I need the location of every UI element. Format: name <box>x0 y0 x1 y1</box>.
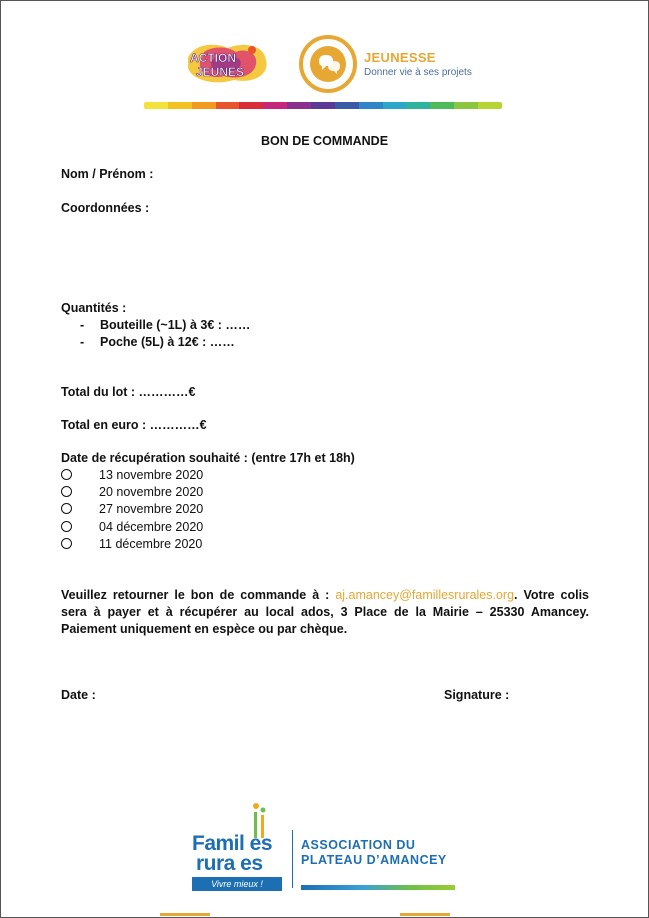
association-color-bar <box>301 885 455 890</box>
jeunesse-subtitle: Donner vie à ses projets <box>364 67 472 78</box>
pickup-date-label: Date de récupération souhaité : (entre 17h et 18h) <box>61 451 355 465</box>
coordinates-field-label: Coordonnées : <box>61 201 150 215</box>
radio-circle-icon[interactable] <box>61 538 72 549</box>
color-bar-segment <box>454 102 478 109</box>
color-bar-segment <box>144 102 168 109</box>
date-option-label: 11 décembre 2020 <box>99 537 203 551</box>
footer-divider <box>292 830 293 888</box>
date-option[interactable] <box>61 502 203 516</box>
return-text-end: . Votre colis sera à payer et à récupérer au local ados, 3 Place de la Mairie – 25330 Amancey. Paiement uniquement en espèce ou par chèque. <box>61 588 589 636</box>
association-name-line2: PLATEAU D’AMANCEY <box>301 853 447 867</box>
color-bar-segment <box>263 102 287 109</box>
color-bar-segment <box>168 102 192 109</box>
return-text-start: Veuillez retourner le bon de commande à : <box>61 588 336 602</box>
contact-email-link[interactable]: aj.amancey@famillesrurales.org <box>335 588 515 602</box>
list-dash: - <box>80 335 85 349</box>
date-option[interactable] <box>61 468 203 482</box>
quantity-item-pouch <box>80 335 235 349</box>
association-name-line1: ASSOCIATION DU <box>301 838 416 852</box>
date-option-label: 27 novembre 2020 <box>99 502 204 516</box>
logo-familles-text: Famil es <box>192 832 273 855</box>
return-instructions <box>61 587 589 638</box>
quantity-item-label: Poche (5L) à 12€ : …… <box>100 335 235 349</box>
radio-circle-icon[interactable] <box>61 486 72 497</box>
date-option[interactable] <box>61 537 202 551</box>
color-bar-segment <box>335 102 359 109</box>
quantity-item-bottle <box>80 318 250 332</box>
radio-circle-icon[interactable] <box>61 469 72 480</box>
document-title: BON DE COMMANDE <box>260 134 389 148</box>
date-label: Date : <box>61 688 96 702</box>
color-bar-segment <box>216 102 240 109</box>
color-bar-segment <box>287 102 311 109</box>
quantity-item-label: Bouteille (~1L) à 3€ : …… <box>100 318 251 332</box>
logo-rurales-text: rura es <box>196 852 263 875</box>
radio-circle-icon[interactable] <box>61 521 72 532</box>
date-option-label: 13 novembre 2020 <box>99 468 204 482</box>
bottom-accent-bar <box>160 913 210 916</box>
signature-label: Signature : <box>444 688 510 702</box>
quantities-label: Quantités : <box>61 301 127 315</box>
color-bar-segment <box>430 102 454 109</box>
color-bar-segment <box>192 102 216 109</box>
logo-action-text: ACTION <box>190 51 236 65</box>
logo-jeunes-text: JEUNES <box>196 65 245 79</box>
color-bar-segment <box>359 102 383 109</box>
date-option[interactable] <box>61 520 203 534</box>
action-jeunes-logo <box>184 40 270 84</box>
logo-tagline: Vivre mieux ! <box>192 877 282 891</box>
total-lot-label: Total du lot : …………€ <box>61 385 196 399</box>
color-bar-segment <box>406 102 430 109</box>
bottom-accent-bar <box>400 913 450 916</box>
date-option[interactable] <box>61 485 203 499</box>
color-bar-segment <box>478 102 502 109</box>
color-bar-segment <box>311 102 335 109</box>
jeunesse-logo-icon <box>298 34 358 94</box>
list-dash: - <box>80 318 85 332</box>
header-color-bar <box>144 102 502 109</box>
jeunesse-title: JEUNESSE <box>364 50 436 65</box>
color-bar-segment <box>239 102 263 109</box>
radio-circle-icon[interactable] <box>61 503 72 514</box>
name-field-label: Nom / Prénom : <box>61 167 154 181</box>
total-euro-label: Total en euro : …………€ <box>61 418 207 432</box>
color-bar-segment <box>383 102 407 109</box>
date-option-label: 04 décembre 2020 <box>99 520 204 534</box>
date-option-label: 20 novembre 2020 <box>99 485 204 499</box>
